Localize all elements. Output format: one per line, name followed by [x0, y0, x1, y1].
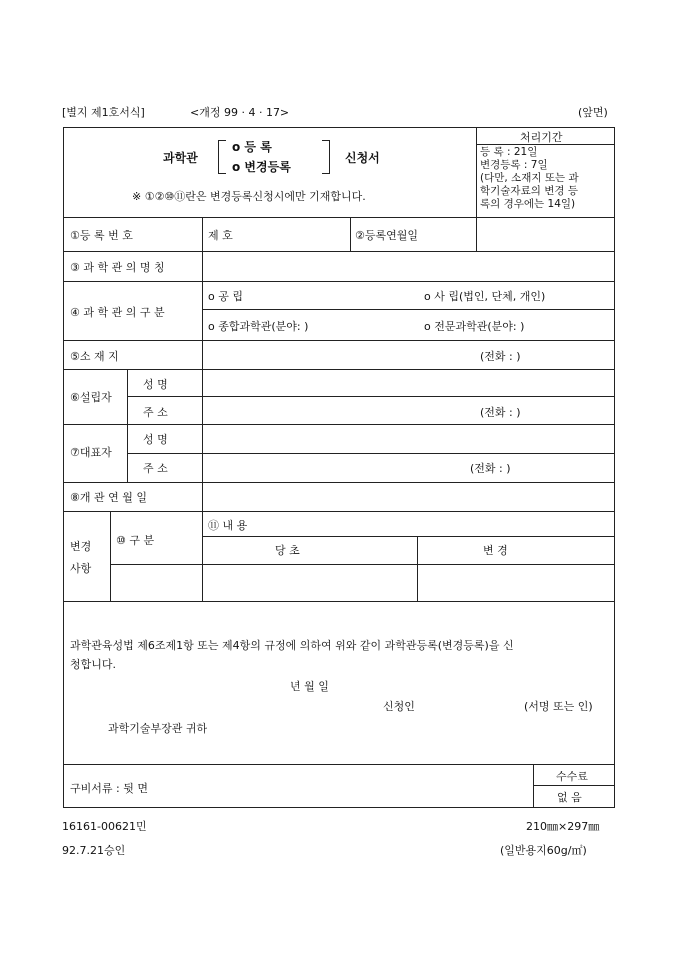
left-bracket	[218, 140, 226, 174]
paper-size: 210㎜×297㎜	[526, 820, 600, 833]
title-option-change: o 변경등록	[232, 160, 291, 174]
reg-no-label: ①등 록 번 호	[70, 229, 133, 242]
statement-line-1: 과학관육성법 제6조제1항 또는 제4항의 규정에 의하여 위와 같이 과학관등록(변경등록)을 신	[70, 639, 514, 652]
type-private-option[interactable]: o 사 립(법인, 단체, 개인)	[424, 290, 546, 303]
change-after-label: 변 경	[483, 544, 508, 557]
form-code: 16161-00621민	[62, 820, 147, 833]
representative-label: ⑦대표자	[70, 446, 112, 459]
change-label-1: 변경	[70, 540, 92, 553]
applicant-label: 신청인	[383, 700, 415, 713]
paper-type: (일반용지60g/㎡)	[500, 844, 587, 857]
reg-date-label: ②등록연월일	[355, 229, 418, 242]
title-prefix: 과학관	[163, 151, 198, 165]
approval-date: 92.7.21승인	[62, 844, 126, 857]
revision-date: <개정 99 · 4 · 17>	[190, 106, 290, 119]
founder-phone[interactable]: (전화 : )	[480, 406, 521, 419]
form-number: [별지 제1호서식]	[62, 106, 145, 119]
type-label: ④ 과 학 관 의 구 분	[70, 306, 165, 319]
processing-period	[480, 146, 579, 211]
processing-line-note-2: 학기술자료의 변경 등	[480, 185, 578, 197]
representative-address-label: 주 소	[143, 462, 168, 475]
page-side: (앞면)	[578, 106, 608, 119]
location-phone[interactable]: (전화 : )	[480, 350, 521, 363]
application-date[interactable]: 년 월 일	[290, 680, 329, 693]
recipient: 과학기술부장관 귀하	[108, 722, 208, 735]
required-documents: 구비서류 : 뒷 면	[70, 782, 148, 795]
statement-line-2: 청합니다.	[70, 658, 117, 671]
processing-line-register: 등 록 : 21일	[480, 146, 538, 158]
change-content-label: ⑪ 내 용	[208, 519, 248, 532]
name-label: ③ 과 학 관 의 명 칭	[70, 261, 165, 274]
processing-line-change: 변경등록 : 7일	[480, 159, 548, 171]
founder-name-label: 성 명	[143, 378, 168, 391]
change-label-2: 사항	[70, 562, 92, 575]
representative-phone[interactable]: (전화 : )	[470, 462, 511, 475]
founder-address-label: 주 소	[143, 406, 168, 419]
opening-date-label: ⑧개 관 연 월 일	[70, 491, 147, 504]
type-general-option[interactable]: o 종합과학관(분야: )	[208, 320, 309, 333]
fee-value: 없 음	[557, 791, 582, 804]
title-option-register: o 등 록	[232, 140, 272, 154]
type-special-option[interactable]: o 전문과학관(분야: )	[424, 320, 525, 333]
founder-label: ⑥설립자	[70, 391, 112, 404]
title-suffix: 신청서	[345, 151, 380, 165]
processing-line-note-3: 록의 경우에는 14일)	[480, 198, 576, 210]
location-label: ⑤소 재 지	[70, 350, 119, 363]
processing-label: 처리기간	[520, 131, 563, 144]
right-bracket	[322, 140, 330, 174]
title-note: ※ ①②⑩⑪란은 변경등록신청시에만 기재합니다.	[132, 190, 366, 203]
type-public-option[interactable]: o 공 립	[208, 290, 243, 303]
change-category-label: ⑩ 구 분	[116, 534, 155, 547]
change-before-label: 당 초	[275, 544, 300, 557]
processing-line-note-1: (다만, 소재지 또는 과	[480, 172, 579, 184]
signature-label[interactable]: (서명 또는 인)	[524, 700, 593, 713]
fee-label: 수수료	[556, 770, 588, 783]
reg-no-value[interactable]: 제 호	[208, 229, 233, 242]
representative-name-label: 성 명	[143, 433, 168, 446]
